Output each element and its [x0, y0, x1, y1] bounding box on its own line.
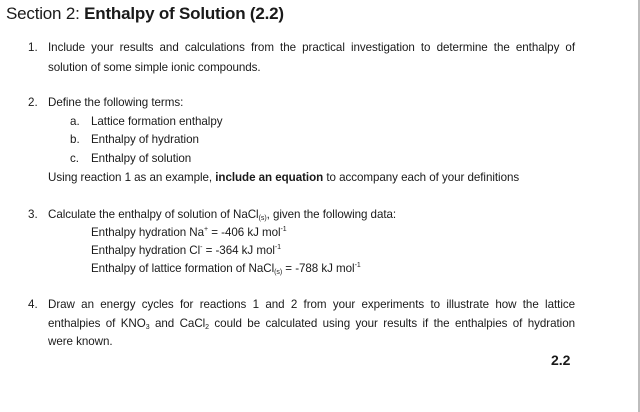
question-1-number: 1.	[28, 41, 38, 54]
term-b-text: Enthalpy of hydration	[91, 133, 199, 146]
data-line-cl	[91, 243, 281, 258]
data-line-lattice	[91, 261, 361, 276]
term-a-text: Lattice formation enthalpy	[91, 115, 223, 128]
question-1-line-2: solution of some simple ionic compounds.	[48, 61, 261, 74]
data-label: Enthalpy hydration Cl	[91, 244, 201, 257]
instruction-bold: include an equation	[215, 171, 324, 184]
question-3-prompt	[48, 207, 396, 222]
section-prefix: Section 2:	[6, 4, 85, 23]
state-subscript: (s)	[274, 269, 283, 276]
data-value: = -364 kJ mol	[202, 244, 275, 257]
data-label: Enthalpy hydration Na	[91, 226, 205, 239]
unit-sup: -1	[280, 226, 287, 233]
prompt-pre: Calculate the enthalpy of solution of NaCl	[48, 208, 259, 221]
state-subscript: (s)	[258, 215, 267, 222]
line2-part-b: and CaCl	[149, 317, 206, 330]
charge-sup: +	[204, 226, 209, 233]
marks-label: 2.2	[551, 352, 571, 368]
question-2-number: 2.	[28, 96, 38, 109]
question-4-line-1: Draw an energy cycles for reactions 1 and 2 from your experiments to illustrate how the lattice	[48, 298, 575, 311]
term-b-letter: b.	[70, 133, 80, 146]
data-value: = -406 kJ mol	[208, 226, 281, 239]
formula-subscript: 2	[205, 324, 210, 331]
question-4-number: 4.	[28, 298, 38, 311]
data-line-na	[91, 225, 287, 240]
data-value: = -788 kJ mol	[282, 262, 355, 275]
line2-part-c: could be calculated using your results if the enthalpies of hydration	[209, 317, 575, 330]
instruction-post: to accompany each of your definitions	[323, 171, 520, 184]
formula-subscript: 3	[145, 324, 150, 331]
question-4-line-2	[48, 316, 575, 331]
unit-sup: -1	[274, 244, 281, 251]
term-c-text: Enthalpy of solution	[91, 152, 192, 165]
data-label: Enthalpy of lattice formation of NaCl	[91, 262, 275, 275]
question-2-instruction	[48, 170, 519, 185]
question-1-line-1: Include your results and calculations from the practical investigation to determine the enthalpy of	[48, 41, 575, 54]
question-3-number: 3.	[28, 208, 38, 221]
prompt-post: , given the following data:	[266, 208, 397, 221]
line2-part-a: enthalpies of KNO	[48, 317, 146, 330]
unit-sup: -1	[354, 262, 361, 269]
term-a-letter: a.	[70, 115, 80, 128]
term-c-letter: c.	[70, 152, 80, 165]
instruction-pre: Using reaction 1 as an example,	[48, 171, 216, 184]
section-title-bold: Enthalpy of Solution (2.2)	[84, 4, 284, 23]
section-title	[6, 3, 284, 25]
charge-sup: -	[200, 244, 203, 251]
question-2-intro: Define the following terms:	[48, 96, 184, 109]
question-4-line-3: were known.	[48, 335, 113, 348]
